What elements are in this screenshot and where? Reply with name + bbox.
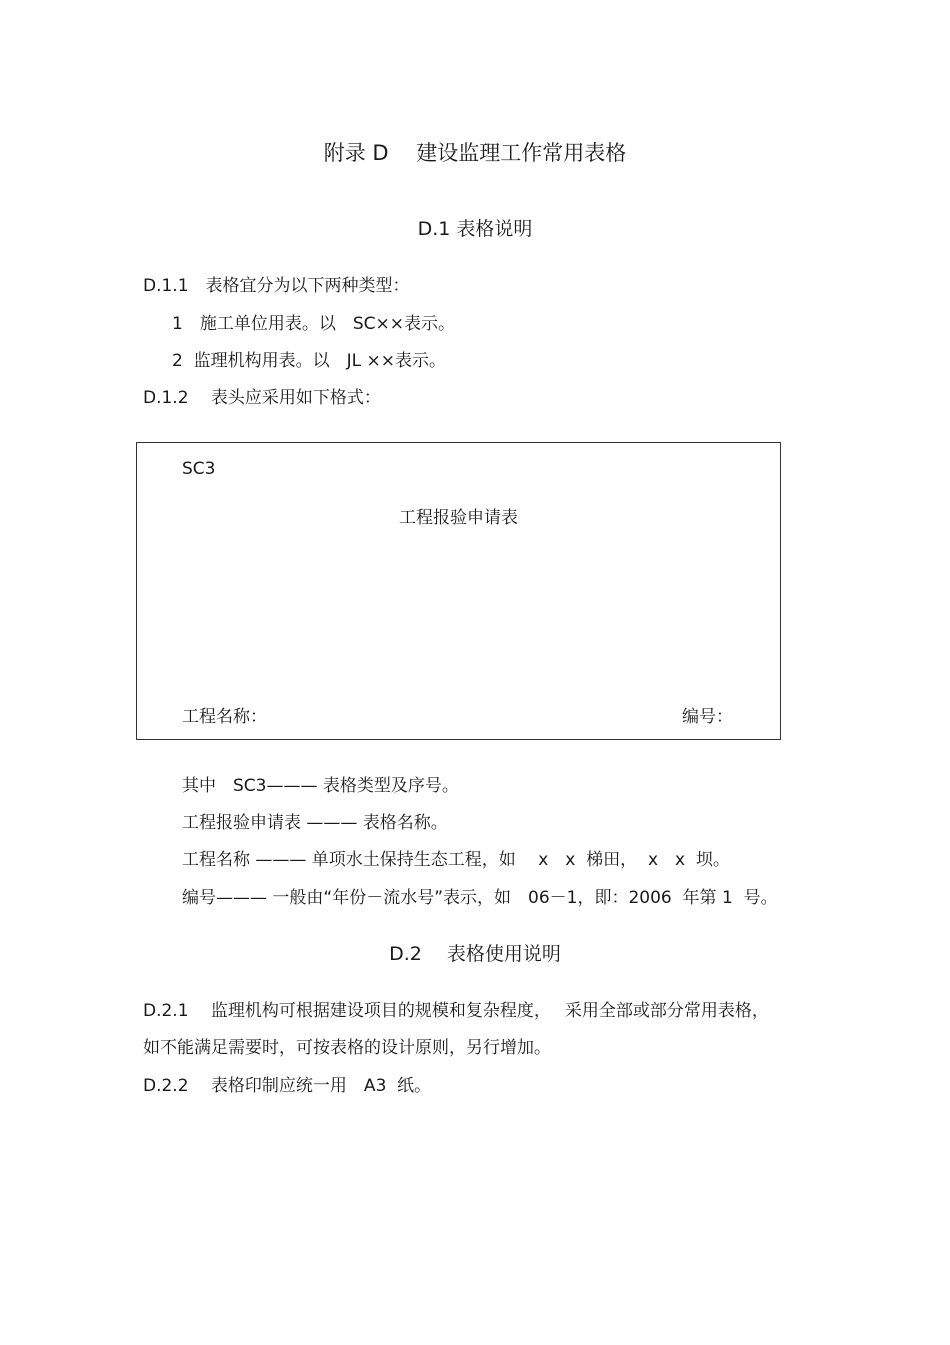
form-code: SC3 [182,459,216,479]
list-item-type-1: 1 施工单位用表。以 SC××表示。 [172,314,455,334]
note-line-4: 编号——— 一般由“年份－流水号”表示，如 06－1，即：2006 年第 1 号。 [182,888,778,908]
clause-d221-line-1: D.2.1 监理机构可根据建设项目的规模和复杂程度， 采用全部或部分常用表格， [143,1001,769,1021]
note-line-1: 其中 SC3——— 表格类型及序号。 [182,776,459,796]
clause-d112: D.1.2 表头应采用如下格式： [143,388,381,408]
form-number-label: 编号： [682,707,733,727]
form-title: 工程报验申请表 [399,508,518,528]
section-heading-d2: D.2 表格使用说明 [389,943,561,965]
note-line-3: 工程名称 ——— 单项水土保持生态工程，如 x x 梯田， x x 坝。 [182,850,730,870]
note-line-2: 工程报验申请表 ——— 表格名称。 [182,813,448,833]
sample-form-header [136,442,781,740]
project-name-label: 工程名称： [182,707,267,727]
clause-d221-line-2: 如不能满足需要时，可按表格的设计原则，另行增加。 [143,1038,551,1058]
list-item-type-2: 2 监理机构用表。以 JL ××表示。 [172,351,446,371]
section-heading-d1: D.1 表格说明 [417,218,533,240]
clause-d222: D.2.2 表格印制应统一用 A3 纸。 [143,1076,432,1096]
clause-d111: D.1.1 表格宜分为以下两种类型： [143,276,410,296]
page-title: 附录 D 建设监理工作常用表格 [323,141,627,165]
